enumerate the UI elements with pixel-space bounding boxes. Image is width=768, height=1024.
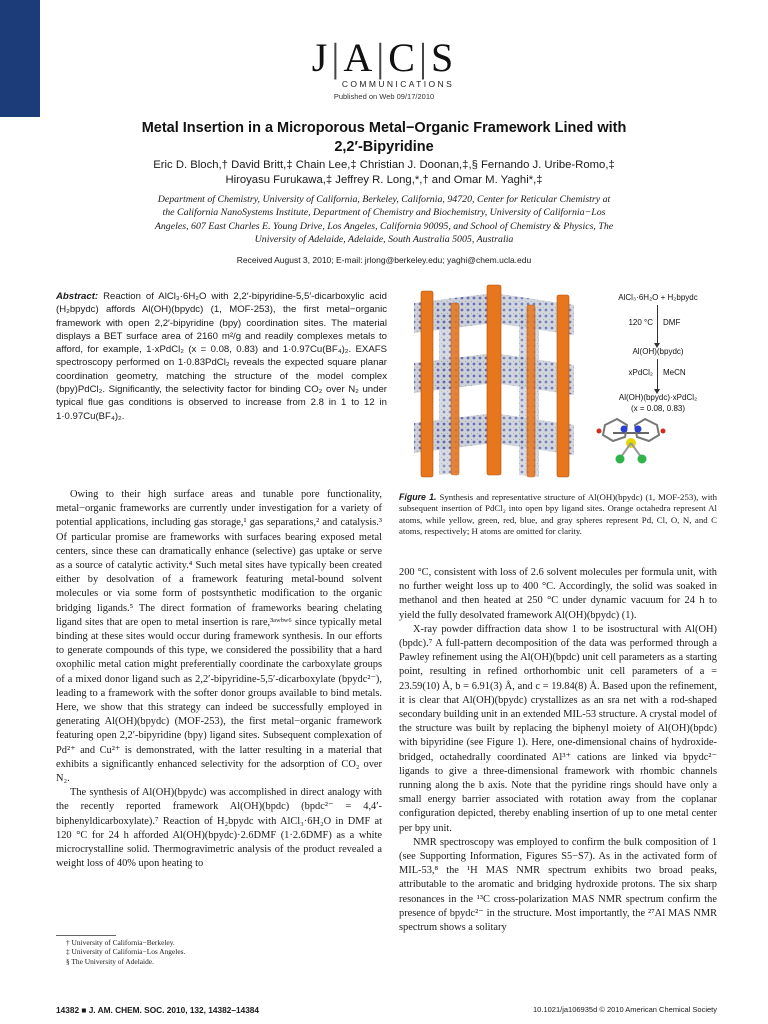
scheme-product-2-x: (x = 0.08, 0.83) (630, 404, 686, 413)
figure-1 (399, 283, 717, 485)
footnotes (66, 938, 366, 966)
abstract (56, 290, 387, 423)
title-line: Metal Insertion in a Microporous Metal−Organic Framework Lined with (141, 120, 627, 136)
abstract-label: Abstract: (56, 291, 99, 302)
logo-letter: A (343, 35, 376, 80)
caption-label: Figure 1. (399, 492, 437, 502)
logo-letter: C (388, 35, 418, 80)
body-paragraph: Owing to their high surface areas and tunable pore functionality, metal−organic frameworks are currently under investigation for a variety of potential applications, including gas storage,¹ gas separations,² and catalysis.³ Of particular promise are frameworks with surfaces bearing exposed metal centers, since these can dramatically enhance (selective) gas uptake or serve as a source of catalytic activity.⁴ Such metal sites have typically been created either by desolvation of a framework featuring metal-bound solvent molecules or via some form of postsynthetic modification to the organic bridging ligands.⁵ The direct formation of frameworks bearing chelating ligand sites that are open to metal insertion is rare,³ᵃʷᵇʷ⁶ since typically metal binding at these sites would occur during framework synthesis. In our efforts to generate compounds of this type, we considered the possibility that a hard oxophilic metal cation might preferentially coordinate the carboxylate groups of a mixed donor ligand such as 2,2′-bipyridine-5,5′-dicarboxylate (bpydc²⁻), leading to a framework with the softer donor groups available to bind metals. Here, we show that this strategy can indeed be successfully employed in generating Al(OH)(bpydc) (MOF-253), the first metal−organic framework featuring open 2,2′-bipyridine (bpy) ligand sites. Subsequent complexation of Pd²⁺ and Cu²⁺ is demonstrated, with the latter resulting in a material that exhibits a significantly enhanced selectivity for the adsorption of CO₂ over N₂. (56, 489, 382, 785)
body-paragraph: 200 °C, consistent with loss of 2.6 solvent molecules per formula unit, with no further weight loss up to 400 °C. Accordingly, the solid was soaked in methanol and then heated at 250 °C under dynamic vacuum for 24 h to yield the fully desolvated framework Al(OH)(bpydc) (1). (399, 567, 717, 621)
body-paragraph: X-ray powder diffraction data show 1 to be isostructural with Al(OH)(bpdc).⁷ A full-pattern decomposition of the data was performed through a Pawley refinement using the Al(OH)(bpdc) unit cell parameters as a starting point, resulting in refined orthorhombic unit cell parameters of a = 23.59(10) Å, b = 6.91(3) Å, and c = 19.84(8) Å. Based upon the refinement, it is clear that Al(OH)(bpydc) crystallizes as an sra net with a rod-shaped secondary building unit in an extended MIL-53 structure. A crystal model of the structure was built by replacing the biphenyl moiety of Al(OH)(bpdc) with bipyridine (see Figure 1). Here, one-dimensional chains of hydroxide-bridged, octahedrally coordinated Al³⁺ cations are linked via bpydc²⁻ ligands to give a three-dimensional framework with rhombic channels running along the b axis. Note that the pyridine rings should have only a small energy barrier associated with rotation away from the coplanar configuration depicted, thereby enabling insertion of up to one metal center per bpy unit. (399, 623, 717, 834)
affiliation-line: Angeles, 607 East Charles E. Young Drive, Los Angeles, California 90095, and School of Chemistry & Physics, The (154, 220, 614, 232)
abstract-text: Reaction of AlCl₃·6H₂O with 2,2′-bipyridine-5,5′-dicarboxylic acid (H₂bpydc) affords Al(OH)(bpydc) (1, MOF-253), the first metal−organic framework with open 2,2′-bipyridine (bpy) coordination sites. The material displays a BET surface area of 2160 m²/g and readily complexes metals to afford, for example, 1·xPdCl₂ (x = 0.08, 0.83) and 1·0.97Cu(BF₄)₂. EXAFS spectroscopy performed on 1·0.83PdCl₂ reveals the expected square planar coordination geometry, matching the structure of the model complex (bpy)PdCl₂. Significantly, the selectivity factor for binding CO₂ over N₂ under typical flue gas conditions is observed to increase from 2.8 in 1 to 12 in 1·0.97Cu(BF₄)₂. (56, 291, 387, 422)
article-title (60, 119, 708, 157)
journal-masthead (0, 35, 768, 89)
body-column-right (399, 566, 717, 935)
affiliation-line: University of Adelaide, Adelaide, South Australia 5005, Australia (254, 233, 514, 245)
scheme-reagent: xPdCl₂ (628, 368, 653, 377)
scheme-solvent: DMF (663, 318, 681, 327)
page-footer-doi: 10.1021/ja106935d © 2010 American Chemical Society (533, 1005, 717, 1014)
scheme-solvent-2: MeCN (663, 368, 686, 377)
body-paragraph: NMR spectroscopy was employed to confirm the bulk composition of 1 (see Supporting Information, Figures S5−S7). As in the activated form of MIL-53,⁸ the ¹H MAS NMR spectrum exhibits two broad peaks, attributable to the aromatic and bridging hydroxide protons. The six sharp resonances in the ¹³C cross-polarization MAS NMR spectrum confirm the presence of bpydc²⁻ in the structure. Most importantly, the ²⁷Al MAS NMR spectrum shows a solitary (399, 836, 717, 934)
title-line: 2,2′-Bipyridine (334, 139, 434, 155)
scheme-arrow (657, 359, 658, 391)
affiliation-line: Department of Chemistry, University of California, Berkeley, California, 94720, Center for Reticular Chemistry at (157, 194, 611, 205)
scheme-product-2: Al(OH)(bpydc)·xPdCl₂ (618, 393, 698, 402)
affiliation-line: the California NanoSystems Institute, Department of Chemistry and Biochemistry, University of California−Los (162, 207, 606, 219)
journal-logo: J|A|C|S (311, 35, 457, 80)
footnote: † University of California−Berkeley. (66, 938, 175, 947)
mof-structure-image (399, 283, 717, 485)
pdcl2-complex (597, 419, 666, 464)
affiliations (86, 193, 682, 246)
figure-caption (399, 492, 717, 538)
author-list (60, 158, 708, 188)
footnote-rule (56, 935, 116, 936)
scheme-arrow (657, 305, 658, 345)
received-line: Received August 3, 2010; E-mail: jrlong@berkeley.edu; yaghi@chem.ucla.edu (236, 255, 532, 265)
page-footer-citation: 14382 ■ J. AM. CHEM. SOC. 2010, 132, 14382–14384 (56, 1005, 260, 1015)
logo-letter: S (430, 35, 457, 80)
scheme-reactants: AlCl₃·6H₂O + H₂bpydc (618, 293, 698, 302)
authors-line: Eric D. Bloch,† David Britt,‡ Chain Lee,‡ Christian J. Doonan,‡,§ Fernando J. Uribe-Romo,‡ (153, 159, 615, 171)
authors-line: Hiroyasu Furukawa,‡ Jeffrey R. Long,*,† and Omar M. Yaghi*,‡ (225, 174, 543, 186)
caption-text: Synthesis and representative structure of Al(OH)(bpydc) (1, MOF-253), with subsequent insertion of PdCl₂ into open bpy ligand sites. Orange octahedra represent Al atoms, while yellow, green, red, blue, and gray spheres represent Pd, Cl, O, N, and C atoms, respectively; H atoms are omitted for clarity. (399, 492, 717, 537)
footnote: § The University of Adelaide. (66, 956, 154, 966)
footnote: ‡ University of California−Los Angeles. (66, 947, 186, 957)
body-paragraph: The synthesis of Al(OH)(bpydc) was accomplished in direct analogy with the recently reported framework Al(OH)(bpdc) (bpdc²⁻ = 4,4′-biphenyldicarboxylate).⁷ Reaction of H₂bpydc with AlCl₃·6H₂O in DMF at 120 °C for 24 h afforded Al(OH)(bpydc)·2.6DMF (1·2.6DMF) as a white microcrystalline solid. Thermogravimetric analysis of the product revealed a weight loss of 40% upon heating to (56, 787, 382, 870)
logo-letter: J (311, 35, 331, 80)
scheme-product-1: Al(OH)(bpydc) (632, 347, 684, 356)
body-column-left (56, 488, 382, 871)
logo-subtitle: COMMUNICATIONS (341, 79, 455, 89)
scheme-temperature: 120 °C (628, 318, 653, 327)
published-date: Published on Web 09/17/2010 (333, 92, 435, 101)
